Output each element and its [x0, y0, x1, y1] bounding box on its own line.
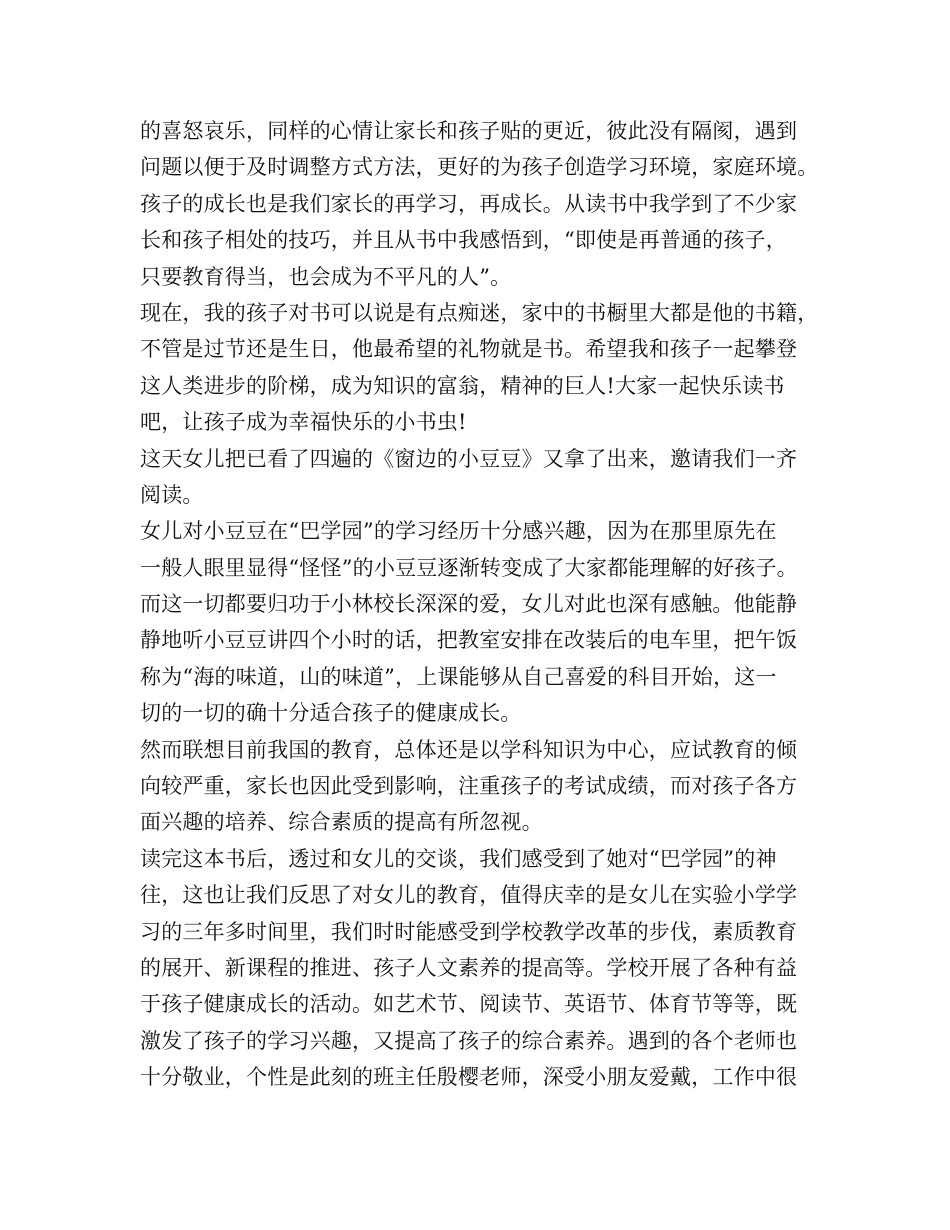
text-line: 称为“海的味道，山的味道”，上课能够从自己喜爱的科目开始，这一 [140, 664, 777, 689]
text-line: 问题以便于及时调整方式方法，更好的为孩子创造学习环境，家庭环境。 [140, 155, 819, 180]
body-text [140, 113, 840, 1096]
text-line: 然而联想目前我国的教育，总体还是以学科知识为中心，应试教育的倾 [140, 737, 798, 762]
text-line: 阅读。 [140, 482, 204, 507]
text-line: 于孩子健康成长的活动。如艺术节、阅读节、英语节、体育节等等，既 [140, 992, 798, 1017]
text-line: 面兴趣的培养、综合素质的提高有所忽视。 [140, 810, 543, 835]
text-line: 激发了孩子的学习兴趣，又提高了孩子的综合素养。遇到的各个老师也 [140, 1028, 798, 1053]
text-line: 这天女儿把已看了四遍的《窗边的小豆豆》又拿了出来，邀请我们一齐 [140, 446, 798, 471]
text-line: 习的三年多时间里，我们时时能感受到学校教学改革的步伐，素质教育 [140, 919, 798, 944]
text-line: 孩子的成长也是我们家长的再学习，再成长。从读书中我学到了不少家 [140, 191, 798, 216]
text-line: 十分敬业，个性是此刻的班主任殷樱老师，深受小朋友爱戴，工作中很 [140, 1065, 798, 1090]
text-line: 往，这也让我们反思了对女儿的教育，值得庆幸的是女儿在实验小学学 [140, 883, 798, 908]
text-line: 现在，我的孩子对书可以说是有点痴迷，家中的书橱里大都是他的书籍， [140, 300, 819, 325]
text-line: 长和孩子相处的技巧，并且从书中我感悟到，“即使是再普通的孩子， [140, 228, 787, 253]
text-line: 静地听小豆豆讲四个小时的话，把教室安排在改装后的电车里，把午饭 [140, 628, 798, 653]
text-line: 的喜怒哀乐，同样的心情让家长和孩子贴的更近，彼此没有隔阂，遇到 [140, 119, 798, 143]
text-line: 一般人眼里显得“怪怪”的小豆豆逐渐转变成了大家都能理解的好孩子。 [140, 555, 798, 580]
text-line: 吧，让孩子成为幸福快乐的小书虫! [140, 410, 467, 435]
text-line: 女儿对小豆豆在“巴学园”的学习经历十分感兴趣，因为在那里原先在 [140, 519, 777, 544]
text-line: 这人类进步的阶梯，成为知识的富翁，精神的巨人!大家一起快乐读书 [140, 373, 785, 398]
text-line: 而这一切都要归功于小林校长深深的爱，女儿对此也深有感触。他能静 [140, 592, 798, 617]
text-line: 只要教育得当，也会成为不平凡的人”。 [140, 264, 512, 289]
text-line: 切的一切的确十分适合孩子的健康成长。 [140, 701, 522, 726]
text-line: 向较严重，家长也因此受到影响，注重孩子的考试成绩，而对孩子各方 [140, 774, 798, 799]
text-line: 的展开、新课程的推进、孩子人文素养的提高等。学校开展了各种有益 [140, 955, 798, 980]
text-line: 不管是过节还是生日，他最希望的礼物就是书。希望我和孩子一起攀登 [140, 337, 798, 362]
text-line: 读完这本书后，透过和女儿的交谈，我们感受到了她对“巴学园”的神 [140, 846, 777, 871]
